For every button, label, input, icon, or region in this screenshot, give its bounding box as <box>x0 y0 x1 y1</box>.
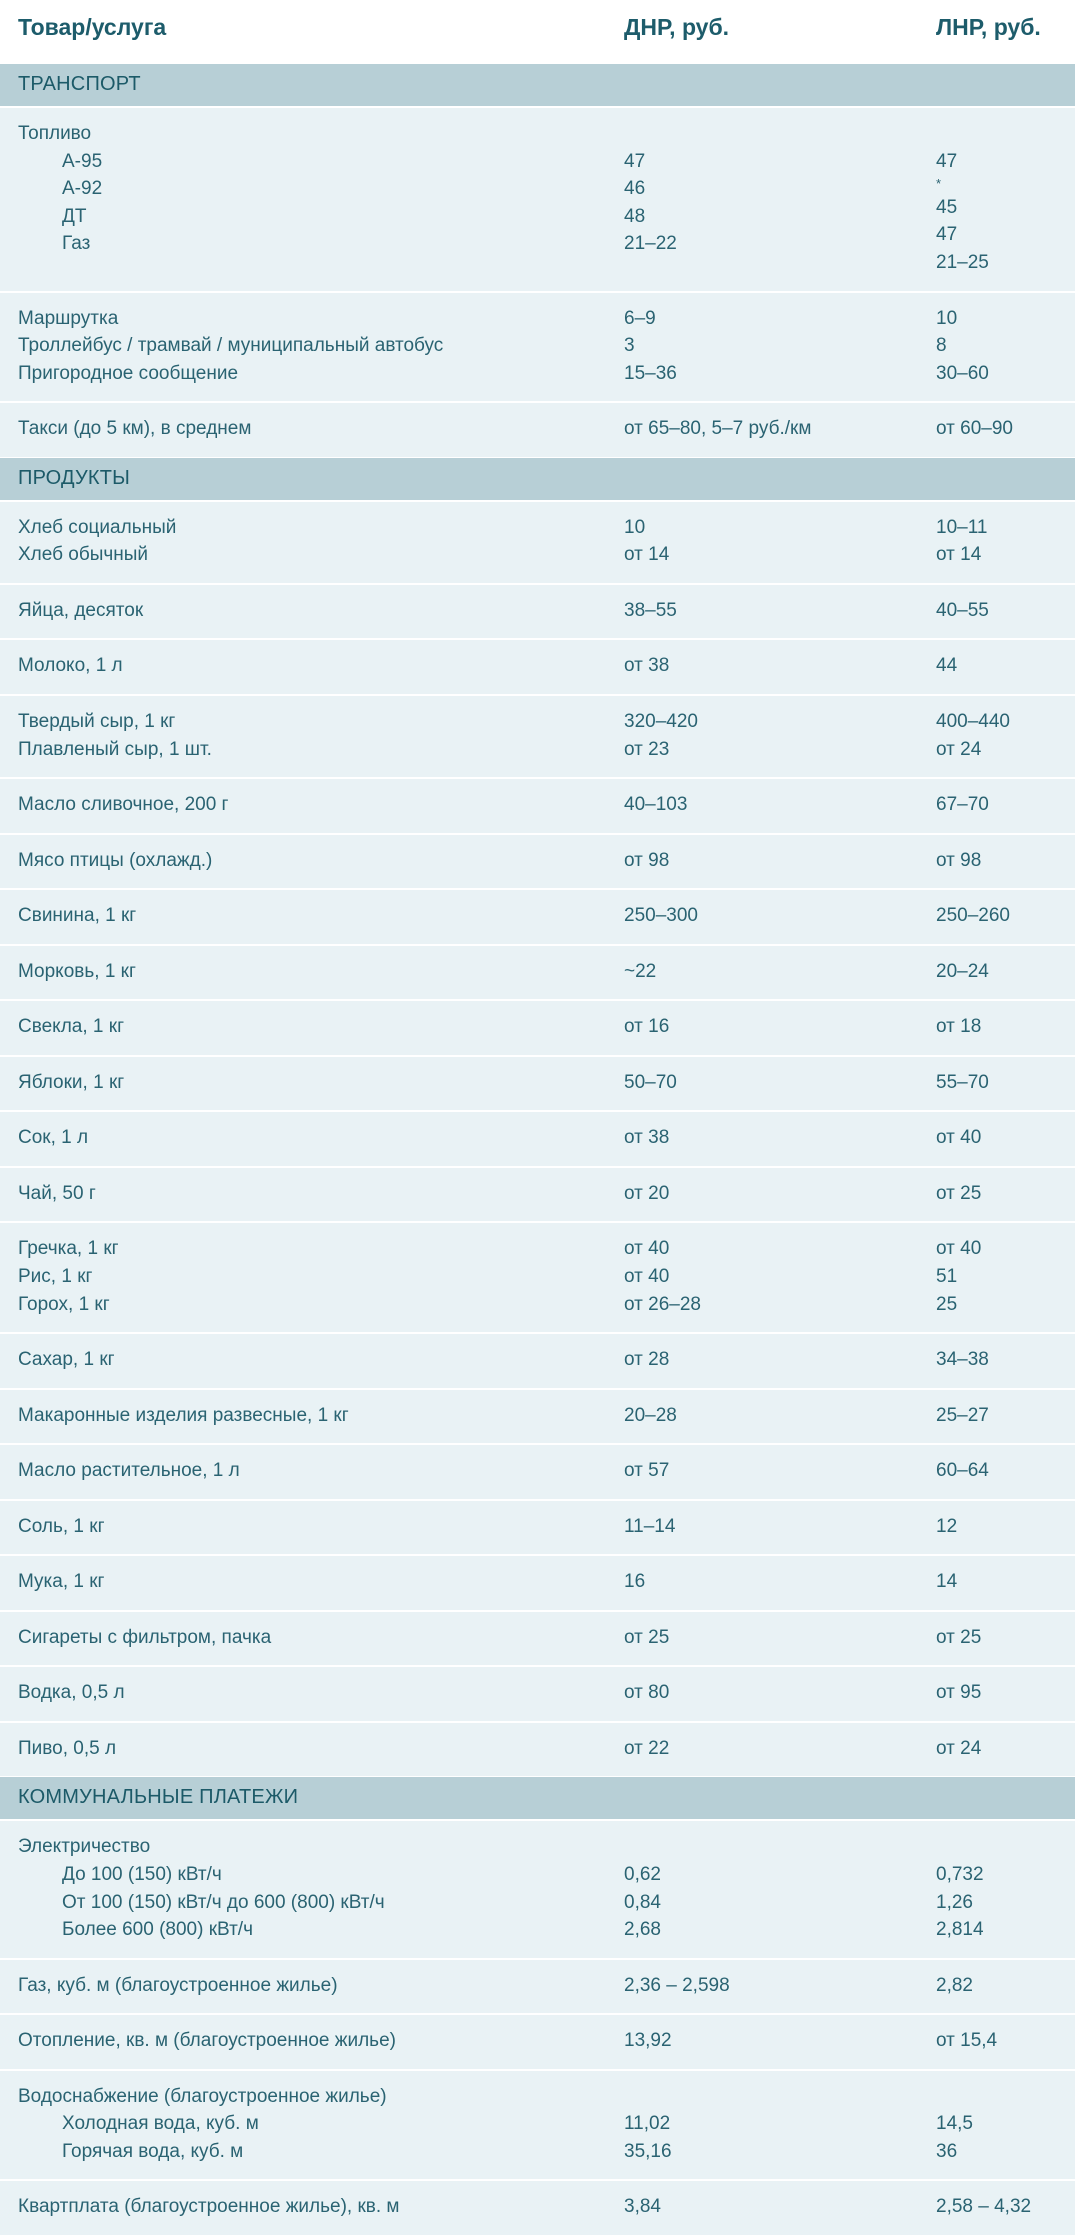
table-row <box>0 1056 1075 1112</box>
cell-product <box>0 639 608 695</box>
cell-dnr-price <box>608 1959 920 2015</box>
cell-product <box>0 1389 608 1445</box>
table-row <box>0 1000 1075 1056</box>
cell-lnr-price-line: 2,814 <box>936 1919 984 1941</box>
cell-lnr-price <box>920 2070 1075 2181</box>
cell-lnr-price-line: от 95 <box>936 1682 982 1704</box>
table-row <box>0 584 1075 640</box>
cell-product-line: Хлеб обычный <box>18 544 149 566</box>
cell-lnr-price-line: 12 <box>936 1515 958 1537</box>
cell-lnr-price-line <box>936 2083 1057 2111</box>
table-row <box>0 1666 1075 1722</box>
cell-lnr-price-line: 400–440 <box>936 710 1010 732</box>
cell-lnr-price <box>920 1820 1075 1958</box>
cell-product-line: Мука, 1 кг <box>18 1571 105 1593</box>
table-row <box>0 778 1075 834</box>
cell-lnr-price-line: 20–24 <box>936 960 989 982</box>
cell-lnr-price-line: 8 <box>936 335 947 357</box>
cell-product-line: Плавленый сыр, 1 шт. <box>18 738 212 760</box>
table-row <box>0 1333 1075 1389</box>
cell-product-line: Чай, 50 г <box>18 1182 96 1204</box>
column-header-lnr: ЛНР, руб. <box>920 0 1075 64</box>
cell-dnr-price <box>608 402 920 457</box>
cell-product-line: ДТ <box>62 205 87 227</box>
cell-dnr-price-line: 11–14 <box>624 1515 676 1537</box>
cell-lnr-price-line: от 24 <box>936 738 982 760</box>
cell-product <box>0 778 608 834</box>
cell-dnr-price-line: от 98 <box>624 849 670 871</box>
cell-dnr-price-line <box>624 1833 902 1861</box>
table-row <box>0 1722 1075 1777</box>
cell-product <box>0 501 608 584</box>
cell-lnr-price-line: от 14 <box>936 544 982 566</box>
cell-product-line: Маршрутка <box>18 307 119 329</box>
cell-lnr-price-line: 30–60 <box>936 362 989 384</box>
cell-dnr-price <box>608 584 920 640</box>
cell-lnr-price-line: 40–55 <box>936 599 989 621</box>
cell-product-line: Газ <box>62 233 91 255</box>
cell-dnr-price-line: от 22 <box>624 1737 670 1759</box>
cell-product-line: Такси (до 5 км), в среднем <box>18 418 252 440</box>
cell-product-line: Пиво, 0,5 л <box>18 1737 117 1759</box>
cell-dnr-price <box>608 1555 920 1611</box>
cell-lnr-price-line: 14,5 <box>936 2113 973 2135</box>
cell-product <box>0 889 608 945</box>
cell-lnr-price-line: от 25 <box>936 1626 982 1648</box>
section-title: КОММУНАЛЬНЫЕ ПЛАТЕЖИ <box>0 1777 1075 1821</box>
cell-product-line: Молоко, 1 л <box>18 655 123 677</box>
cell-dnr-price-line: 40–103 <box>624 794 688 816</box>
cell-dnr-price <box>608 1820 920 1958</box>
cell-lnr-price-line: 34–38 <box>936 1349 989 1371</box>
cell-product-line: Свинина, 1 кг <box>18 905 137 927</box>
cell-product-line: Масло сливочное, 200 г <box>18 794 229 816</box>
table-row <box>0 945 1075 1001</box>
cell-lnr-price <box>920 1111 1075 1167</box>
column-header-dnr: ДНР, руб. <box>608 0 920 64</box>
cell-lnr-price <box>920 584 1075 640</box>
cell-product-line: Сахар, 1 кг <box>18 1349 115 1371</box>
cell-product-line: Яйца, десяток <box>18 599 144 621</box>
cell-dnr-price <box>608 1222 920 1333</box>
cell-dnr-price-line: 46 <box>624 178 646 200</box>
cell-lnr-price-line: 47 * <box>936 148 1057 194</box>
cell-lnr-price <box>920 402 1075 457</box>
cell-dnr-price-line: 0,62 <box>624 1863 661 1885</box>
table-row <box>0 292 1075 403</box>
cell-product-line: Отопление, кв. м (благоустроенное жилье) <box>18 2030 396 2052</box>
cell-dnr-price-line: от 16 <box>624 1016 670 1038</box>
cell-dnr-price <box>608 778 920 834</box>
cell-dnr-price <box>608 1111 920 1167</box>
cell-product <box>0 1555 608 1611</box>
cell-product-line: Соль, 1 кг <box>18 1515 105 1537</box>
cell-lnr-price-line: 60–64 <box>936 1460 989 1482</box>
cell-product-line: Яблоки, 1 кг <box>18 1071 125 1093</box>
cell-dnr-price <box>608 1167 920 1223</box>
table-row <box>0 1820 1075 1958</box>
section-header-row <box>0 457 1075 501</box>
cell-lnr-price <box>920 1555 1075 1611</box>
table-row <box>0 2180 1075 2235</box>
cell-lnr-price <box>920 834 1075 890</box>
cell-dnr-price-line: 3,84 <box>624 2196 661 2218</box>
cell-lnr-price <box>920 695 1075 778</box>
table-row <box>0 1167 1075 1223</box>
cell-dnr-price-line: ~22 <box>624 960 657 982</box>
cell-lnr-price <box>920 889 1075 945</box>
cell-lnr-price <box>920 1959 1075 2015</box>
cell-dnr-price <box>608 889 920 945</box>
cell-product <box>0 1222 608 1333</box>
cell-dnr-price-line: 2,68 <box>624 1919 661 1941</box>
table-row <box>0 695 1075 778</box>
table-row <box>0 1959 1075 2015</box>
cell-dnr-price-line: 2,36 – 2,598 <box>624 1974 730 1996</box>
cell-product-line: Морковь, 1 кг <box>18 960 136 982</box>
column-header-product: Товар/услуга <box>0 0 608 64</box>
footnote-marker: * <box>936 176 942 192</box>
cell-product-line: Холодная вода, куб. м <box>62 2113 259 2135</box>
section-title: ПРОДУКТЫ <box>0 457 1075 501</box>
cell-product-line: Твердый сыр, 1 кг <box>18 710 176 732</box>
cell-lnr-price-line: от 98 <box>936 849 982 871</box>
table-row <box>0 1555 1075 1611</box>
cell-dnr-price <box>608 1333 920 1389</box>
header-row <box>0 0 1075 64</box>
cell-product <box>0 695 608 778</box>
cell-lnr-price <box>920 1722 1075 1777</box>
table-row <box>0 2070 1075 2181</box>
cell-product <box>0 1333 608 1389</box>
cell-product-line: Горячая вода, куб. м <box>62 2140 244 2162</box>
cell-product <box>0 1056 608 1112</box>
cell-product <box>0 1820 608 1958</box>
cell-dnr-price <box>608 501 920 584</box>
cell-dnr-price-line: 320–420 <box>624 710 698 732</box>
cell-lnr-price <box>920 2180 1075 2235</box>
section-header-row <box>0 64 1075 108</box>
table-row <box>0 1444 1075 1500</box>
cell-dnr-price-line: от 26–28 <box>624 1293 701 1315</box>
cell-lnr-price-line: от 15,4 <box>936 2030 998 2052</box>
cell-dnr-price <box>608 1444 920 1500</box>
cell-lnr-price <box>920 2014 1075 2070</box>
cell-lnr-price-line: от 25 <box>936 1182 982 1204</box>
table-row <box>0 1389 1075 1445</box>
cell-dnr-price <box>608 639 920 695</box>
cell-product-line: Водка, 0,5 л <box>18 1682 125 1704</box>
cell-lnr-price-line: 45 <box>936 196 958 218</box>
cell-lnr-price-line: 10 <box>936 307 958 329</box>
cell-lnr-price <box>920 1222 1075 1333</box>
cell-dnr-price-line: 10 <box>624 516 646 538</box>
cell-product-line: Масло растительное, 1 л <box>18 1460 240 1482</box>
cell-lnr-price <box>920 1666 1075 1722</box>
cell-lnr-price-line: 55–70 <box>936 1071 989 1093</box>
cell-lnr-price-line <box>936 120 1057 148</box>
cell-product-line: Сигареты с фильтром, пачка <box>18 1626 272 1648</box>
cell-lnr-price <box>920 1389 1075 1445</box>
table-header <box>0 0 1075 64</box>
cell-dnr-price-line: 20–28 <box>624 1404 677 1426</box>
cell-dnr-price <box>608 1611 920 1667</box>
cell-lnr-price-line: 25–27 <box>936 1404 989 1426</box>
cell-dnr-price-line: 3 <box>624 335 635 357</box>
cell-lnr-price-line: 14 <box>936 1571 958 1593</box>
cell-product <box>0 107 608 292</box>
table-row <box>0 402 1075 457</box>
cell-lnr-price-line: 47 <box>936 224 958 246</box>
cell-dnr-price-line: 50–70 <box>624 1071 677 1093</box>
cell-lnr-price-line: 36 <box>936 2140 958 2162</box>
cell-lnr-price <box>920 1167 1075 1223</box>
cell-lnr-price-line: 67–70 <box>936 794 989 816</box>
cell-dnr-price <box>608 107 920 292</box>
table-row <box>0 107 1075 292</box>
table-row <box>0 889 1075 945</box>
cell-dnr-price-line: от 38 <box>624 1127 670 1149</box>
cell-lnr-price <box>920 639 1075 695</box>
cell-dnr-price-line <box>624 120 902 148</box>
table-row <box>0 2014 1075 2070</box>
cell-dnr-price-line: от 65–80, 5–7 руб./км <box>624 418 812 440</box>
cell-dnr-price-line: 250–300 <box>624 905 698 927</box>
cell-lnr-price <box>920 501 1075 584</box>
cell-dnr-price <box>608 695 920 778</box>
cell-dnr-price <box>608 2070 920 2181</box>
cell-product <box>0 1611 608 1667</box>
cell-lnr-price-line: 2,58 – 4,32 <box>936 2196 1032 2218</box>
table-row <box>0 1222 1075 1333</box>
cell-product <box>0 292 608 403</box>
cell-product <box>0 2180 608 2235</box>
cell-lnr-price-line: от 60–90 <box>936 418 1013 440</box>
table-row <box>0 1500 1075 1556</box>
cell-product <box>0 1959 608 2015</box>
cell-dnr-price-line: от 40 <box>624 1238 670 1260</box>
cell-product-line: Рис, 1 кг <box>18 1265 93 1287</box>
cell-lnr-price-line: 21–25 <box>936 252 989 274</box>
cell-dnr-price <box>608 1500 920 1556</box>
cell-dnr-price-line: 21–22 <box>624 233 677 255</box>
cell-product-line: Троллейбус / трамвай / муниципальный автобус <box>18 335 444 357</box>
cell-product <box>0 1666 608 1722</box>
cell-dnr-price <box>608 2180 920 2235</box>
cell-dnr-price <box>608 834 920 890</box>
cell-product-line: Макаронные изделия развесные, 1 кг <box>18 1404 349 1426</box>
cell-product <box>0 834 608 890</box>
cell-dnr-price-line: от 20 <box>624 1182 670 1204</box>
cell-product-line: А-92 <box>62 178 103 200</box>
cell-dnr-price-line: 48 <box>624 205 646 227</box>
cell-lnr-price-line: 44 <box>936 655 958 677</box>
cell-dnr-price-line: от 23 <box>624 738 670 760</box>
cell-product <box>0 1500 608 1556</box>
table-row <box>0 639 1075 695</box>
cell-lnr-price-line: от 18 <box>936 1016 982 1038</box>
section-title: ТРАНСПОРТ <box>0 64 1075 108</box>
cell-dnr-price-line: от 40 <box>624 1265 670 1287</box>
cell-dnr-price-line: от 28 <box>624 1349 670 1371</box>
cell-dnr-price <box>608 1722 920 1777</box>
cell-lnr-price-line: от 40 <box>936 1127 982 1149</box>
table-row <box>0 501 1075 584</box>
cell-product-line: Квартплата (благоустроенное жилье), кв. м <box>18 2196 400 2218</box>
cell-lnr-price <box>920 945 1075 1001</box>
cell-dnr-price-line: 15–36 <box>624 362 677 384</box>
cell-dnr-price-line: от 80 <box>624 1682 670 1704</box>
cell-dnr-price-line: 35,16 <box>624 2140 672 2162</box>
cell-dnr-price-line: 47 <box>624 150 646 172</box>
cell-lnr-price-line: от 24 <box>936 1737 982 1759</box>
cell-product-line: Топливо <box>18 123 92 144</box>
cell-lnr-price-line: 1,26 <box>936 1891 973 1913</box>
cell-dnr-price-line: 16 <box>624 1571 646 1593</box>
cell-lnr-price <box>920 1056 1075 1112</box>
cell-product-line: Пригородное сообщение <box>18 362 239 384</box>
cell-product <box>0 402 608 457</box>
cell-product <box>0 1111 608 1167</box>
cell-product <box>0 584 608 640</box>
cell-dnr-price <box>608 2014 920 2070</box>
table-row <box>0 1611 1075 1667</box>
cell-product <box>0 1444 608 1500</box>
cell-dnr-price <box>608 292 920 403</box>
cell-product-line: От 100 (150) кВт/ч до 600 (800) кВт/ч <box>62 1891 385 1913</box>
cell-lnr-price <box>920 1500 1075 1556</box>
cell-product-line: Электричество <box>18 1836 151 1858</box>
cell-dnr-price <box>608 945 920 1001</box>
cell-product <box>0 2014 608 2070</box>
section-header-row <box>0 1777 1075 1821</box>
cell-dnr-price-line: от 25 <box>624 1626 670 1648</box>
cell-dnr-price-line <box>624 2083 902 2111</box>
cell-product-line: Водоснабжение (благоустроенное жилье) <box>18 2085 387 2107</box>
cell-lnr-price <box>920 1333 1075 1389</box>
cell-product-line: Газ, куб. м (благоустроенное жилье) <box>18 1974 338 1996</box>
cell-dnr-price-line: 0,84 <box>624 1891 661 1913</box>
cell-product-line: Хлеб социальный <box>18 516 177 538</box>
cell-lnr-price <box>920 1000 1075 1056</box>
cell-dnr-price-line: от 57 <box>624 1460 670 1482</box>
cell-product <box>0 1000 608 1056</box>
cell-product <box>0 945 608 1001</box>
cell-product <box>0 1167 608 1223</box>
cell-product-line: Более 600 (800) кВт/ч <box>62 1919 253 1941</box>
cell-dnr-price <box>608 1389 920 1445</box>
cell-dnr-price-line: 11,02 <box>624 2113 671 2135</box>
cell-lnr-price <box>920 1611 1075 1667</box>
cell-product-line: Гречка, 1 кг <box>18 1238 119 1260</box>
cell-product-line: А-95 <box>62 150 103 172</box>
cell-dnr-price-line: 38–55 <box>624 599 677 621</box>
cell-dnr-price-line: 6–9 <box>624 307 656 329</box>
cell-lnr-price <box>920 778 1075 834</box>
cell-lnr-price <box>920 107 1075 292</box>
cell-product-line: Сок, 1 л <box>18 1127 89 1149</box>
cell-lnr-price-line: 2,82 <box>936 1974 973 1996</box>
cell-dnr-price-line: от 38 <box>624 655 670 677</box>
cell-lnr-price-line: 25 <box>936 1293 958 1315</box>
cell-dnr-price-line: 13,92 <box>624 2030 672 2052</box>
cell-lnr-price-line: 51 <box>936 1265 958 1287</box>
cell-dnr-price <box>608 1000 920 1056</box>
cell-product-line: До 100 (150) кВт/ч <box>62 1863 222 1885</box>
cell-lnr-price-line: 250–260 <box>936 905 1010 927</box>
cell-dnr-price-line: от 14 <box>624 544 670 566</box>
cell-product-line: Мясо птицы (охлажд.) <box>18 849 213 871</box>
table-row <box>0 834 1075 890</box>
cell-product-line: Горох, 1 кг <box>18 1293 110 1315</box>
cell-lnr-price <box>920 292 1075 403</box>
cell-lnr-price-line <box>936 1833 1057 1861</box>
cell-dnr-price <box>608 1056 920 1112</box>
table-row <box>0 1111 1075 1167</box>
table-body <box>0 64 1075 2235</box>
cell-lnr-price-line: 0,732 <box>936 1863 984 1885</box>
cell-product <box>0 2070 608 2181</box>
cell-dnr-price <box>608 1666 920 1722</box>
cell-lnr-price-line: 10–11 <box>936 516 988 538</box>
cell-lnr-price-line: от 40 <box>936 1238 982 1260</box>
cell-product <box>0 1722 608 1777</box>
cell-product-line: Свекла, 1 кг <box>18 1016 124 1038</box>
cell-lnr-price <box>920 1444 1075 1500</box>
